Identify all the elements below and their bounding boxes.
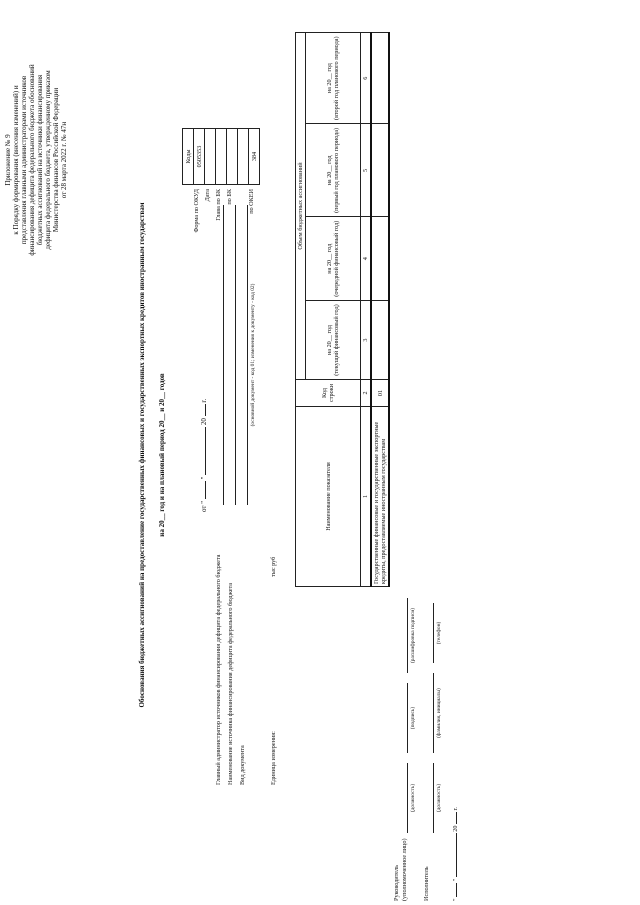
code-okud: 0505353 xyxy=(194,129,205,185)
appendix-line: представления главными администраторами источников xyxy=(20,75,28,245)
appendix-line: финансирования дефицита федерального бюджета обоснований xyxy=(28,64,36,256)
head-position-field[interactable] xyxy=(407,763,408,833)
col-name-header: Наименование показателя xyxy=(296,407,361,587)
code-label: Дата xyxy=(204,189,211,202)
head-label-sub: (уполномоченное лицо) xyxy=(401,838,408,901)
head-signature-field[interactable] xyxy=(407,683,408,753)
allocations-table xyxy=(295,32,390,587)
col-number: 1 xyxy=(361,407,372,587)
year-header-plan2: на 20__ год (второй год планового периода) xyxy=(306,33,361,124)
signature-caption: (подпись) xyxy=(410,706,416,730)
unit-label: Единица измерения: xyxy=(270,731,277,785)
doc-type-field[interactable] xyxy=(247,205,248,505)
appendix-line: к Порядку формирования (внесения изменений) и xyxy=(12,85,20,235)
phone-caption: (телефон) xyxy=(436,621,442,645)
sign-date: " " 20 г. xyxy=(452,807,459,901)
table-row xyxy=(371,33,389,587)
executor-fio-field[interactable] xyxy=(433,673,434,753)
codes-header: Коды xyxy=(183,129,194,185)
admin-label: Главный администратор источников финансирования дефицита федерального бюджета xyxy=(215,554,222,785)
year-header-current: на 20__ год (текущий финансовый год) xyxy=(306,301,361,380)
source-field[interactable] xyxy=(235,205,236,505)
executor-label: Исполнитель xyxy=(423,866,430,901)
appendix-line: Министерства финансов Российской Федерации xyxy=(52,87,60,233)
code-glava xyxy=(216,129,227,185)
doc-type-label: Вид документа xyxy=(239,745,246,785)
appendix-line: бюджетных ассигнований на источники финансирования xyxy=(36,74,44,246)
executor-phone-field[interactable] xyxy=(433,603,434,663)
document-subtitle: на 20__ год и на плановый период 20__ и 20__ годов xyxy=(158,373,166,537)
col-number: 2 xyxy=(361,380,372,407)
executor-position-field[interactable] xyxy=(433,763,434,833)
source-label: Наименование источника финансирования дефицита федерального бюджета xyxy=(227,582,234,785)
row-code: 01 xyxy=(371,380,389,407)
code-date xyxy=(205,129,216,185)
appendix-line: от 28 марта 2022 г. № 47н xyxy=(60,121,68,199)
code-label: по БК xyxy=(226,189,233,205)
row-value[interactable] xyxy=(371,124,389,217)
code-label: Форма по ОКУД xyxy=(193,189,200,233)
col-volume-header: Объем бюджетных ассигнований xyxy=(296,33,306,380)
row-name: Государственные финансовые и государственные экспортные кредиты, предоставляемые иностранным государствам xyxy=(371,407,389,587)
unit-value: тыс руб xyxy=(270,556,277,577)
head-label: Руководитель xyxy=(393,865,400,901)
col-number: 6 xyxy=(361,33,372,124)
decode-caption: (расшифровка подписи) xyxy=(410,607,416,664)
row-value[interactable] xyxy=(371,33,389,124)
appendix-line: дефицита федерального бюджета, утвержденному приказом xyxy=(44,70,52,250)
year-header-plan1: на 20__ год (первый год планового периода) xyxy=(306,124,361,217)
position-caption: (должность) xyxy=(410,783,416,813)
fio-caption: (фамилия, инициалы) xyxy=(436,688,442,738)
appendix-block xyxy=(4,35,68,285)
document-title: Обоснования бюджетных ассигнований на предоставление государственных финансовых и государственных экспортных кредитов иностранным государствам xyxy=(138,202,146,708)
date-line: от " " 20 г. xyxy=(200,398,208,512)
codes-table xyxy=(182,128,260,185)
col-code-header: Код строки xyxy=(296,380,361,407)
row-value[interactable] xyxy=(371,301,389,380)
col-number: 3 xyxy=(361,301,372,380)
col-number: 5 xyxy=(361,124,372,217)
row-value[interactable] xyxy=(371,217,389,301)
code-bk xyxy=(227,129,238,185)
code-empty xyxy=(238,129,249,185)
code-okei: 384 xyxy=(249,129,260,185)
year-header-next: на 20__ год (очередной финансовый год) xyxy=(306,217,361,301)
col-number: 4 xyxy=(361,217,372,301)
doc-type-hint: (основной документ - код 01; изменения к документу - код 02) xyxy=(250,283,256,427)
code-label: Глава по БК xyxy=(215,189,222,221)
position-caption: (должность) xyxy=(436,783,442,813)
code-label: по ОКЕИ xyxy=(248,189,255,214)
head-decode-field[interactable] xyxy=(407,598,408,673)
appendix-line: Приложение № 9 xyxy=(4,134,12,186)
admin-field[interactable] xyxy=(223,205,224,505)
